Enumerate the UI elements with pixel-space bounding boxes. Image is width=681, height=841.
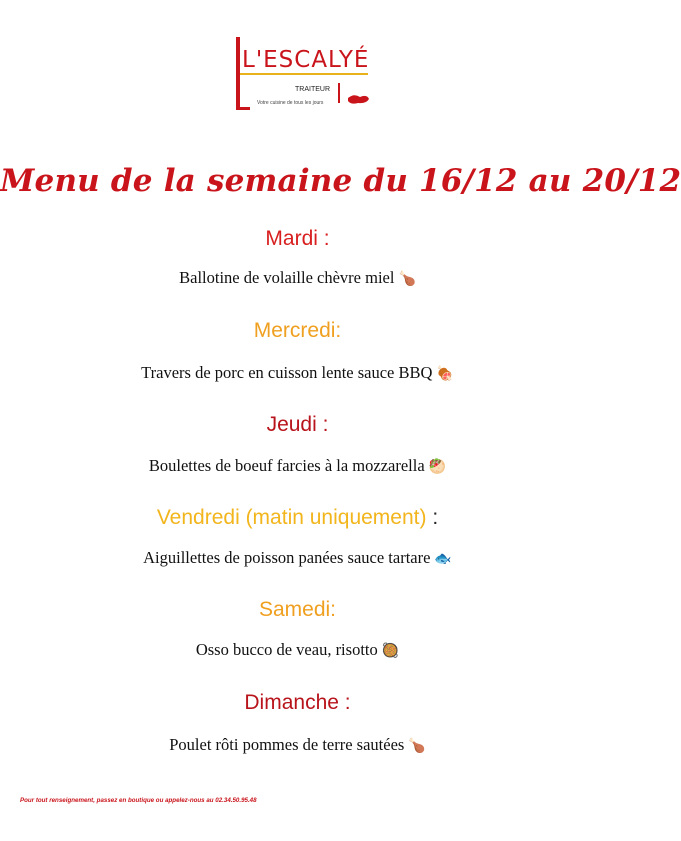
poultry-leg-icon: 🍗 <box>408 738 426 754</box>
dish-label: Poulet rôti pommes de terre sautées <box>169 735 405 754</box>
dish-label: Aiguillettes de poisson panées sauce tartare <box>143 548 431 567</box>
dish-mercredi <box>0 363 595 383</box>
pot-of-food-icon: 🥘 <box>381 643 400 659</box>
day-vendredi-colon: : <box>426 506 439 529</box>
fish-icon: 🐟 <box>434 551 452 567</box>
logo-tagline-text: Votre cuisine de tous les jours <box>257 100 324 106</box>
poultry-leg-icon: 🍗 <box>398 271 416 287</box>
dish-label: Travers de porc en cuisson lente sauce BBQ <box>141 363 433 382</box>
dish-jeudi <box>0 456 595 476</box>
day-mardi: Mardi : <box>265 227 330 250</box>
stuffed-flatbread-icon: 🥙 <box>428 459 447 475</box>
escalye-logo <box>230 35 375 115</box>
dish-samedi <box>0 640 595 660</box>
dish-label: Boulettes de boeuf farcies à la mozzarella <box>148 456 425 475</box>
dish-label: Osso bucco de veau, risotto <box>195 640 378 659</box>
day-vendredi <box>0 506 595 530</box>
logo-graphic <box>230 35 375 115</box>
day-samedi: Samedi: <box>258 598 337 621</box>
dish-vendredi <box>0 548 595 568</box>
dish-label: Ballotine de volaille chèvre miel <box>179 268 395 287</box>
dish-dimanche <box>0 735 595 755</box>
footer-contact: Pour tout renseignement, passez en boutique ou appelez-nous au 02.34.50.95.48 <box>20 797 257 804</box>
day-vendredi-label: Vendredi (matin uniquement) <box>156 506 427 529</box>
page-title: Menu de la semaine du 16/12 au 20/12 <box>0 163 681 199</box>
day-mercredi: Mercredi: <box>253 319 342 342</box>
logo-subtitle-text: TRAITEUR <box>295 86 330 93</box>
day-dimanche: Dimanche : <box>244 691 351 714</box>
dish-mardi <box>0 268 595 288</box>
meat-on-bone-icon: 🍖 <box>436 366 454 382</box>
logo-brand-text: L'ESCALYÉ <box>242 47 370 73</box>
day-jeudi: Jeudi : <box>266 413 329 436</box>
